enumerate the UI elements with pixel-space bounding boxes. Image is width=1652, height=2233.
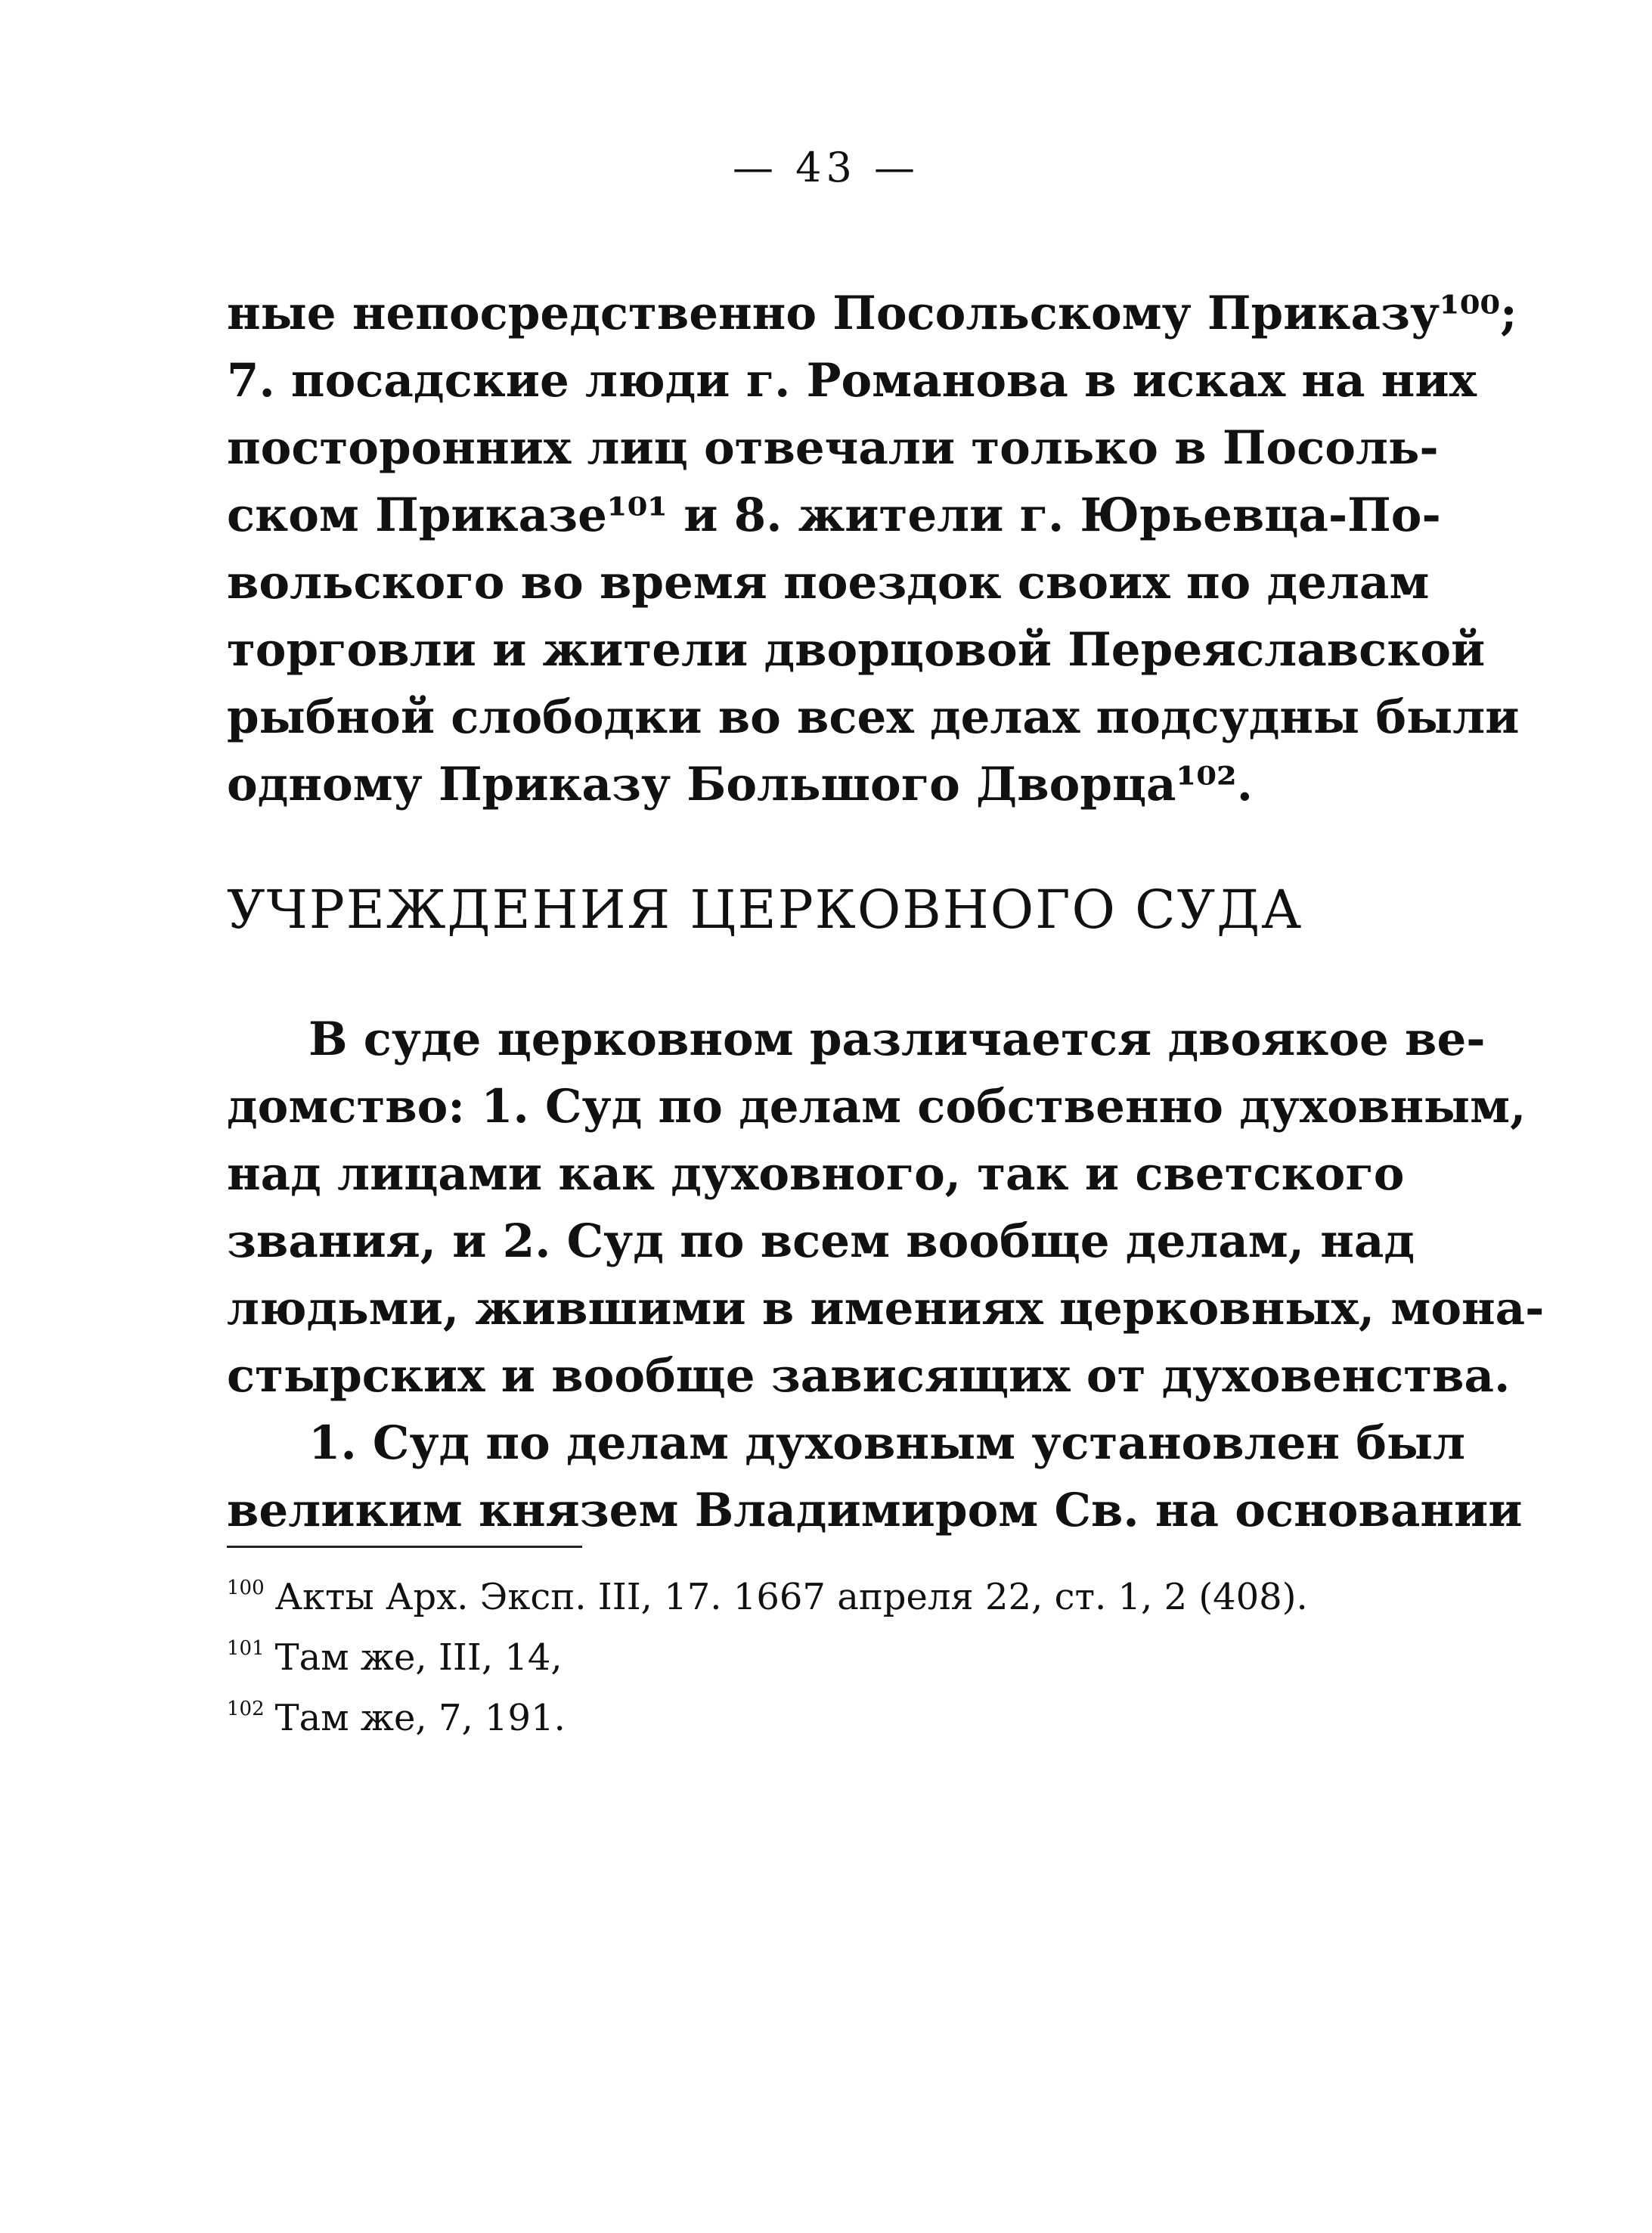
footnote-text: Там же, III, 14, xyxy=(274,1636,563,1679)
paragraph-line: людьми, жившими в имениях церковных, мона- xyxy=(227,1282,1545,1335)
footnote xyxy=(227,1558,1308,1618)
paragraph-line: торговли и жители дворцовой Переяславской xyxy=(227,623,1486,677)
paragraph-line: домство: 1. Суд по делам собственно духовным, xyxy=(227,1080,1526,1134)
paragraph-line: вольского во время поездок своих по делам xyxy=(227,556,1430,609)
paragraph-line: В суде церковном различается двоякое ве- xyxy=(308,1013,1486,1066)
footnote-text: Акты Арх. Эксп. III, 17. 1667 апреля 22, ст. 1, 2 (408). xyxy=(274,1576,1308,1618)
footnote xyxy=(227,1618,1263,1679)
section-body xyxy=(227,1006,1545,1544)
footnote-divider xyxy=(227,1546,582,1548)
paragraph-line: ные непосредственно Посольскому Приказу¹⁰⁰; xyxy=(227,287,1517,340)
footnote-text: Там же, 7, 191. xyxy=(274,1697,566,1739)
paragraph-line: звания, и 2. Суд по всем вообще делам, над xyxy=(227,1214,1415,1268)
footnote-number: 101 xyxy=(227,1637,265,1660)
paragraph-line: ском Приказе¹⁰¹ и 8. жители г. Юрьевца-По- xyxy=(227,488,1441,542)
paragraph-line: стырских и вообще зависящих от духовенства. xyxy=(227,1349,1511,1403)
paragraph-line: одному Приказу Большого Дворца¹⁰². xyxy=(227,758,1253,811)
paragraph-line: рыбной слободки во всех делах подсудны были xyxy=(227,690,1520,744)
paragraph-line: 7. посадские люди г. Романова в исках на них xyxy=(227,354,1477,408)
footnote-number: 102 xyxy=(227,1698,265,1720)
paragraph-line: посторонних лиц отвечали только в Посоль- xyxy=(227,421,1439,475)
paragraph-line: 1. Суд по делам духовным установлен был xyxy=(308,1416,1466,1470)
top-paragraph xyxy=(227,280,1520,818)
paragraph-line: над лицами как духовного, так и светского xyxy=(227,1147,1405,1201)
footnote xyxy=(227,1679,1263,1739)
footnotes xyxy=(227,1558,1308,1739)
section-heading: УЧРЕЖДЕНИЯ ЦЕРКОВНОГО СУДА xyxy=(227,879,1303,941)
page-number: — 43 — xyxy=(732,144,920,191)
paragraph-line: великим князем Владимиром Св. на основании xyxy=(227,1484,1523,1537)
footnote-number: 100 xyxy=(227,1577,265,1599)
